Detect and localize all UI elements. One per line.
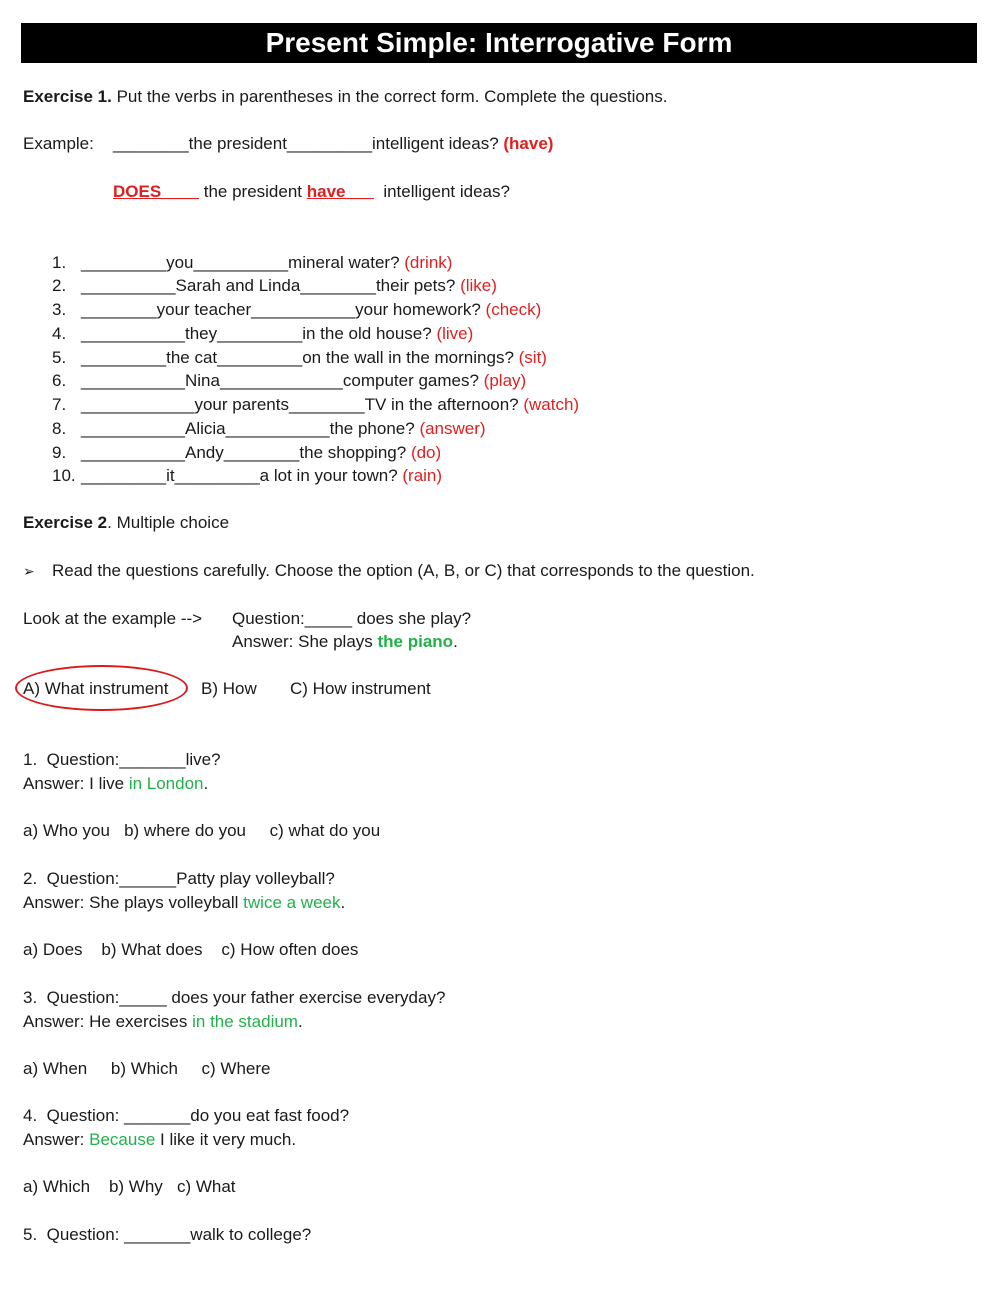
list-item-text: ___________they_________in the old house? [81, 324, 437, 343]
answer-2 [23, 893, 345, 913]
exercise2-heading-line [23, 513, 229, 533]
list-item-number: 6. [52, 371, 67, 390]
list-item-number: 7. [52, 395, 67, 414]
example-answer-end: intelligent ideas? [373, 182, 510, 201]
answer-3 [23, 1012, 303, 1032]
list-item [81, 443, 441, 463]
example-look: Look at the example --> [23, 609, 203, 628]
list-item-number: 3. [52, 300, 67, 319]
example-question [113, 134, 553, 154]
list-item-number: 10. [52, 466, 76, 485]
example-label: Example: [23, 134, 94, 153]
question-5: 5. Question: _______walk to college? [23, 1225, 312, 1244]
answer-text: I like it very much. [155, 1130, 297, 1149]
example-answer-have: have___ [306, 182, 374, 201]
list-item-verb: (live) [436, 324, 474, 343]
exercise1-heading: Exercise 1. [23, 87, 112, 106]
answer-text: Answer: She plays volleyball [23, 893, 244, 912]
list-item [81, 419, 486, 439]
options-1: a) Who you b) where do you c) what do you [23, 821, 381, 840]
example2-option-b: B) How [201, 679, 257, 698]
page-title: Present Simple: Interrogative Form [21, 23, 977, 63]
list-item [81, 276, 497, 296]
example-answer-does: DOES____ [113, 182, 199, 201]
answer-highlight: in the stadium [192, 1012, 298, 1031]
list-item-verb: (like) [460, 276, 497, 295]
list-item [81, 466, 442, 486]
exercise2-instruction: Read the questions carefully. Choose the option (A, B, or C) that corresponds to the question. [52, 561, 755, 580]
question-3: 3. Question:_____ does your father exercise everyday? [23, 988, 446, 1007]
question-1: 1. Question:_______live? [23, 750, 221, 769]
example2-option-a: A) What instrument [23, 679, 169, 698]
answer-text: . [340, 893, 346, 912]
example-verb: (have) [503, 134, 554, 153]
answer-highlight: twice a week [243, 893, 341, 912]
list-item-text: ____________your parents________TV in the afternoon? [81, 395, 524, 414]
list-item-number: 8. [52, 419, 67, 438]
options-4: a) Which b) Why c) What [23, 1177, 236, 1196]
list-item [81, 395, 579, 415]
answer-text: Answer: He exercises [23, 1012, 193, 1031]
list-item-text: ___________Nina_____________computer games? [81, 371, 484, 390]
example2-answer-highlight: the piano [377, 632, 454, 651]
list-item-text: _________you__________mineral water? [81, 253, 405, 272]
answer-highlight: Because [89, 1130, 156, 1149]
exercise1-instruction-text: Put the verbs in parentheses in the correct form. Complete the questions. [111, 87, 668, 106]
list-item [81, 300, 541, 320]
answer-text: . [203, 774, 209, 793]
answer-text: . [297, 1012, 303, 1031]
example2-question: Question:_____ does she play? [232, 609, 472, 628]
list-item-verb: (sit) [518, 348, 547, 367]
options-3: a) When b) Which c) Where [23, 1059, 271, 1078]
exercise2-heading-rest: . Multiple choice [107, 513, 230, 532]
list-item-number: 4. [52, 324, 67, 343]
list-item-number: 9. [52, 443, 67, 462]
list-item-verb: (check) [485, 300, 542, 319]
list-item-text: ___________Alicia___________the phone? [81, 419, 420, 438]
list-item [81, 324, 473, 344]
example2-option-c: C) How instrument [290, 679, 431, 698]
list-item-verb: (watch) [523, 395, 580, 414]
question-2: 2. Question:______Patty play volleyball? [23, 869, 335, 888]
list-item-verb: (rain) [402, 466, 443, 485]
list-item-text: __________Sarah and Linda________their pets? [81, 276, 461, 295]
example-question-text: ________the president_________intelligent ideas? [113, 134, 504, 153]
example-answer-mid: the president [199, 182, 307, 201]
options-2: a) Does b) What does c) How often does [23, 940, 359, 959]
bullet-arrow-icon: ➢ [23, 563, 35, 579]
answer-1 [23, 774, 208, 794]
list-item [81, 348, 547, 368]
answer-text: Answer: [23, 1130, 90, 1149]
example2-answer-end: . [453, 632, 458, 651]
list-item-number: 5. [52, 348, 67, 367]
list-item-text: ________your teacher___________your homework? [81, 300, 486, 319]
list-item-verb: (do) [410, 443, 442, 462]
list-item-number: 2. [52, 276, 67, 295]
example-answer [113, 182, 510, 202]
list-item-text: _________it_________a lot in your town? [81, 466, 403, 485]
list-item-verb: (play) [483, 371, 527, 390]
answer-highlight: in London [128, 774, 204, 793]
answer-text: Answer: I live [23, 774, 129, 793]
list-item-verb: (drink) [404, 253, 453, 272]
exercise2-heading: Exercise 2 [23, 513, 108, 532]
list-item [81, 371, 526, 391]
example2-answer [232, 632, 458, 652]
list-item-text: ___________Andy________the shopping? [81, 443, 411, 462]
exercise1-instruction [23, 87, 667, 107]
list-item-verb: (answer) [419, 419, 486, 438]
answer-4 [23, 1130, 296, 1150]
list-item-text: _________the cat_________on the wall in the mornings? [81, 348, 519, 367]
question-4: 4. Question: _______do you eat fast food? [23, 1106, 350, 1125]
example2-answer-pre: Answer: She plays [232, 632, 378, 651]
list-item-number: 1. [52, 253, 67, 272]
list-item [81, 253, 452, 273]
